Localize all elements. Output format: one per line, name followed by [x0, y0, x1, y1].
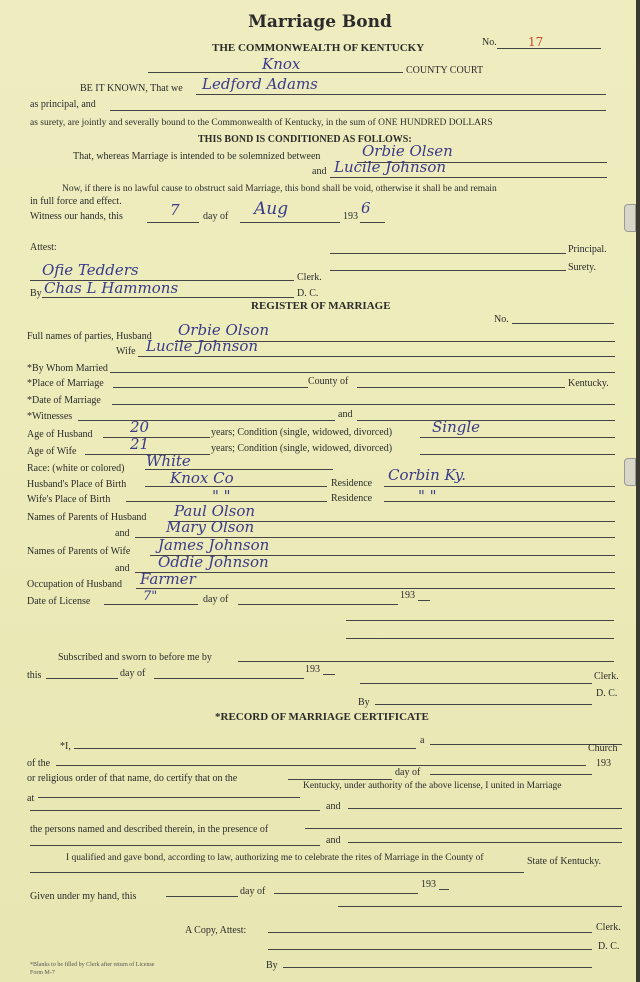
- register-no-line: [512, 323, 614, 324]
- footnote-blanks: *Blanks to be filled by Clerk after return of License: [30, 962, 155, 968]
- parents-wife-and: and: [115, 563, 130, 574]
- husband-name: Orbie Olson: [178, 321, 269, 339]
- wife-line: [138, 356, 615, 357]
- occupation-label: Occupation of Husband: [27, 579, 122, 590]
- day-line: [147, 222, 199, 223]
- subscribed-year-line: [323, 674, 335, 675]
- subscribed-clerk-line: [360, 683, 592, 684]
- subscribed-year: 193: [305, 664, 320, 675]
- dc-label: D. C.: [297, 288, 319, 299]
- cert-church-line: [56, 765, 586, 766]
- mother-wife-line: [135, 572, 615, 573]
- father-wife: James Johnson: [158, 536, 270, 554]
- bond-and: and: [312, 166, 327, 177]
- footnote-form: Form M-7: [30, 970, 55, 976]
- bride-line: [330, 177, 607, 178]
- cert-county-line: [30, 872, 524, 873]
- subscribed-month-line: [154, 678, 304, 679]
- residence-label: Residence: [331, 478, 373, 489]
- by-whom-line: [110, 372, 615, 373]
- date-label: *Date of Marriage: [27, 395, 101, 406]
- cert-religious-text: or religious order of that name, do certify that on the: [27, 773, 238, 784]
- as-principal: as principal, and: [30, 99, 96, 110]
- bond-no-value: 17: [528, 35, 544, 49]
- surety-label: Surety.: [568, 262, 596, 273]
- document-title: Marriage Bond: [248, 12, 392, 32]
- month-line: [240, 222, 340, 223]
- subscribed-label: Subscribed and sworn to before me by: [58, 652, 212, 663]
- bond-no-line: [497, 48, 601, 49]
- subscribed-day-line: [46, 678, 118, 679]
- parents-husband-label: Names of Parents of Husband: [27, 512, 147, 523]
- cert-and-2: and: [326, 835, 341, 846]
- year-value: 6: [361, 199, 371, 217]
- cert-party2-line: [348, 808, 622, 809]
- condition-wife-label: years; Condition (single, widowed, divorced): [211, 443, 393, 454]
- cert-state-label: State of Kentucky.: [527, 856, 602, 867]
- cert-church-label: Church: [588, 743, 618, 754]
- mother-husband: Mary Olson: [166, 518, 255, 536]
- witness2-line: [357, 420, 615, 421]
- groom-name: Orbie Olsen: [362, 142, 453, 160]
- by-whom-label: *By Whom Married: [27, 363, 108, 374]
- certificate-heading: *RECORD OF MARRIAGE CERTIFICATE: [215, 711, 429, 723]
- occupation-value: Farmer: [140, 570, 196, 588]
- cert-minister-line: [338, 906, 622, 907]
- cert-of-the: of the: [27, 758, 51, 769]
- copy-by-line: [283, 967, 592, 968]
- place-line: [113, 387, 308, 388]
- cert-given-day-of: day of: [240, 886, 266, 897]
- wife-residence-line: [384, 501, 615, 502]
- conditioned-heading: THIS BOND IS CONDITIONED AS FOLLOWS:: [198, 134, 412, 145]
- cert-a-label: a: [420, 735, 425, 746]
- copy-by-label: By: [266, 960, 278, 971]
- binder-tab: [624, 204, 636, 232]
- age-husband-value: 20: [130, 418, 150, 436]
- witness-text: Witness our hands, this: [30, 211, 123, 222]
- principal-sign-line: [330, 253, 566, 254]
- copy-clerk-line: [268, 932, 592, 933]
- principal-line: [196, 94, 606, 95]
- surety-sign-line: [330, 270, 566, 271]
- bride-name: Lucile Johnson: [334, 158, 447, 176]
- cert-given-month-line: [274, 893, 418, 894]
- cert-witness2-line: [30, 845, 320, 846]
- occupation-line: [136, 588, 615, 589]
- wife-label: Wife: [116, 346, 136, 357]
- whereas-text: That, whereas Marriage is intended to be solemnized between: [73, 151, 321, 162]
- day-of-label: day of: [203, 211, 229, 222]
- commonwealth-heading: THE COMMONWEALTH OF KENTUCKY: [212, 42, 425, 54]
- license-year: 193: [400, 590, 415, 601]
- clerk-signature: Ofie Tedders: [42, 261, 139, 279]
- now-if-text: Now, if there is no lawful cause to obstruct said Marriage, this bond shall be void, otherwise it shall be and remain: [62, 184, 497, 194]
- condition-wife-line: [420, 454, 615, 455]
- husband-birth-label: Husband's Place of Birth: [27, 479, 127, 490]
- license-year-line: [418, 600, 430, 601]
- full-names-label: Full names of parties, Husband: [27, 331, 152, 342]
- cert-name-line: [74, 748, 416, 749]
- license-day-value: 7": [143, 589, 158, 604]
- race-value: White: [146, 452, 191, 470]
- cert-year: 193: [596, 758, 611, 769]
- cert-month-line: [430, 774, 592, 775]
- cert-witness3-line: [348, 842, 622, 843]
- deputy-signature: Chas L Hammons: [44, 279, 179, 297]
- subscribed-line: [238, 661, 614, 662]
- witness1-line: [78, 420, 335, 421]
- copy-line-2: [268, 949, 592, 950]
- age-wife-label: Age of Wife: [27, 446, 77, 457]
- cert-at-label: at: [27, 793, 35, 804]
- parents-husband-and: and: [115, 528, 130, 539]
- cert-given-text: Given under my hand, this: [30, 891, 137, 902]
- wife-residence-label: Residence: [331, 493, 373, 504]
- cert-given-year: 193: [421, 879, 436, 890]
- license-day-of: day of: [203, 594, 229, 605]
- husband-birth-line: [145, 486, 327, 487]
- cert-and-1: and: [326, 801, 341, 812]
- subscribed-dc-label: D. C.: [596, 688, 618, 699]
- cert-witness1-line: [305, 828, 622, 829]
- page-edge: [636, 0, 640, 982]
- cert-day-of: day of: [395, 767, 421, 778]
- sign-line-1: [346, 620, 614, 621]
- cert-given-year-line: [439, 889, 449, 890]
- place-label: *Place of Marriage: [27, 378, 104, 389]
- wife-birth-label: Wife's Place of Birth: [27, 494, 111, 505]
- cert-party1-line: [30, 810, 320, 811]
- father-husband: Paul Olson: [174, 502, 256, 520]
- copy-dc-label: D. C.: [598, 941, 620, 952]
- be-it-known: BE IT KNOWN, That we: [80, 83, 183, 94]
- license-month-line: [238, 604, 398, 605]
- cert-persons-text: the persons named and described therein, in the presence of: [30, 824, 269, 835]
- month-value: Aug: [254, 199, 289, 219]
- cert-i-label: *I,: [60, 741, 71, 752]
- binder-tab: [624, 458, 636, 486]
- county-of-line: [357, 387, 565, 388]
- witness-and: and: [338, 409, 353, 420]
- register-heading: REGISTER OF MARRIAGE: [251, 300, 391, 312]
- subscribed-by-label: By: [358, 697, 370, 708]
- deputy-line: [42, 297, 294, 298]
- condition-husband-line: [420, 437, 615, 438]
- by-label: By: [30, 288, 42, 299]
- wife-residence-ditto: " ": [418, 487, 437, 505]
- kentucky-label: Kentucky.: [568, 378, 609, 389]
- race-label: Race: (white or colored): [27, 463, 125, 474]
- clerk-label: Clerk.: [297, 272, 322, 283]
- cert-qualified-text: I qualified and gave bond, according to law, authorizing me to celebrate the rites of Marriage in the County of: [66, 853, 484, 863]
- county-name: Knox: [262, 55, 301, 73]
- copy-clerk-label: Clerk.: [596, 922, 621, 933]
- county-line: [148, 72, 403, 73]
- husband-birth-value: Knox Co: [170, 469, 234, 487]
- county-of-label: County of: [308, 376, 349, 387]
- condition-husband-value: Single: [432, 418, 481, 436]
- principal-label: Principal.: [568, 244, 607, 255]
- copy-attest-label: A Copy, Attest:: [185, 925, 247, 936]
- surety-name-line: [110, 110, 606, 111]
- subscribed-day-of: day of: [120, 668, 146, 679]
- residence-value: Corbin Ky.: [388, 466, 467, 484]
- attest-label: Attest:: [30, 242, 57, 253]
- date-line: [112, 404, 615, 405]
- register-no-label: No.: [494, 314, 509, 325]
- cert-at-line: [38, 797, 300, 798]
- day-value: 7: [170, 201, 180, 219]
- year-line: [360, 222, 385, 223]
- sign-line-2: [346, 638, 614, 639]
- wife-birth-ditto: " ": [212, 487, 231, 505]
- bond-no-label: No.: [482, 37, 497, 48]
- cert-kentucky-auth: Kentucky, under authority of the above license, I united in Marriage: [303, 781, 562, 791]
- full-force-text: in full force and effect.: [30, 196, 122, 207]
- parents-wife-label: Names of Parents of Wife: [27, 546, 131, 557]
- condition-husband-label: years; Condition (single, widowed, divorced): [211, 427, 393, 438]
- wife-name: Lucile Johnson: [146, 337, 259, 355]
- year-prefix: 193: [343, 211, 358, 222]
- age-wife-value: 21: [130, 435, 150, 453]
- county-court-label: COUNTY COURT: [406, 65, 484, 76]
- license-date-label: Date of License: [27, 596, 91, 607]
- mother-wife: Oddie Johnson: [158, 553, 269, 571]
- this-label: this: [27, 670, 42, 681]
- witnesses-label: *Witnesses: [27, 411, 73, 422]
- principal-name: Ledford Adams: [202, 75, 318, 93]
- subscribed-clerk-label: Clerk.: [594, 671, 619, 682]
- surety-text: as surety, are jointly and severally bound to the Commonwealth of Kentucky, in the sum of ONE HUNDRED DOLLARS: [30, 118, 493, 128]
- age-husband-label: Age of Husband: [27, 429, 93, 440]
- subscribed-dc-line: [375, 704, 592, 705]
- age-husband-line: [103, 437, 210, 438]
- cert-given-day-line: [166, 896, 238, 897]
